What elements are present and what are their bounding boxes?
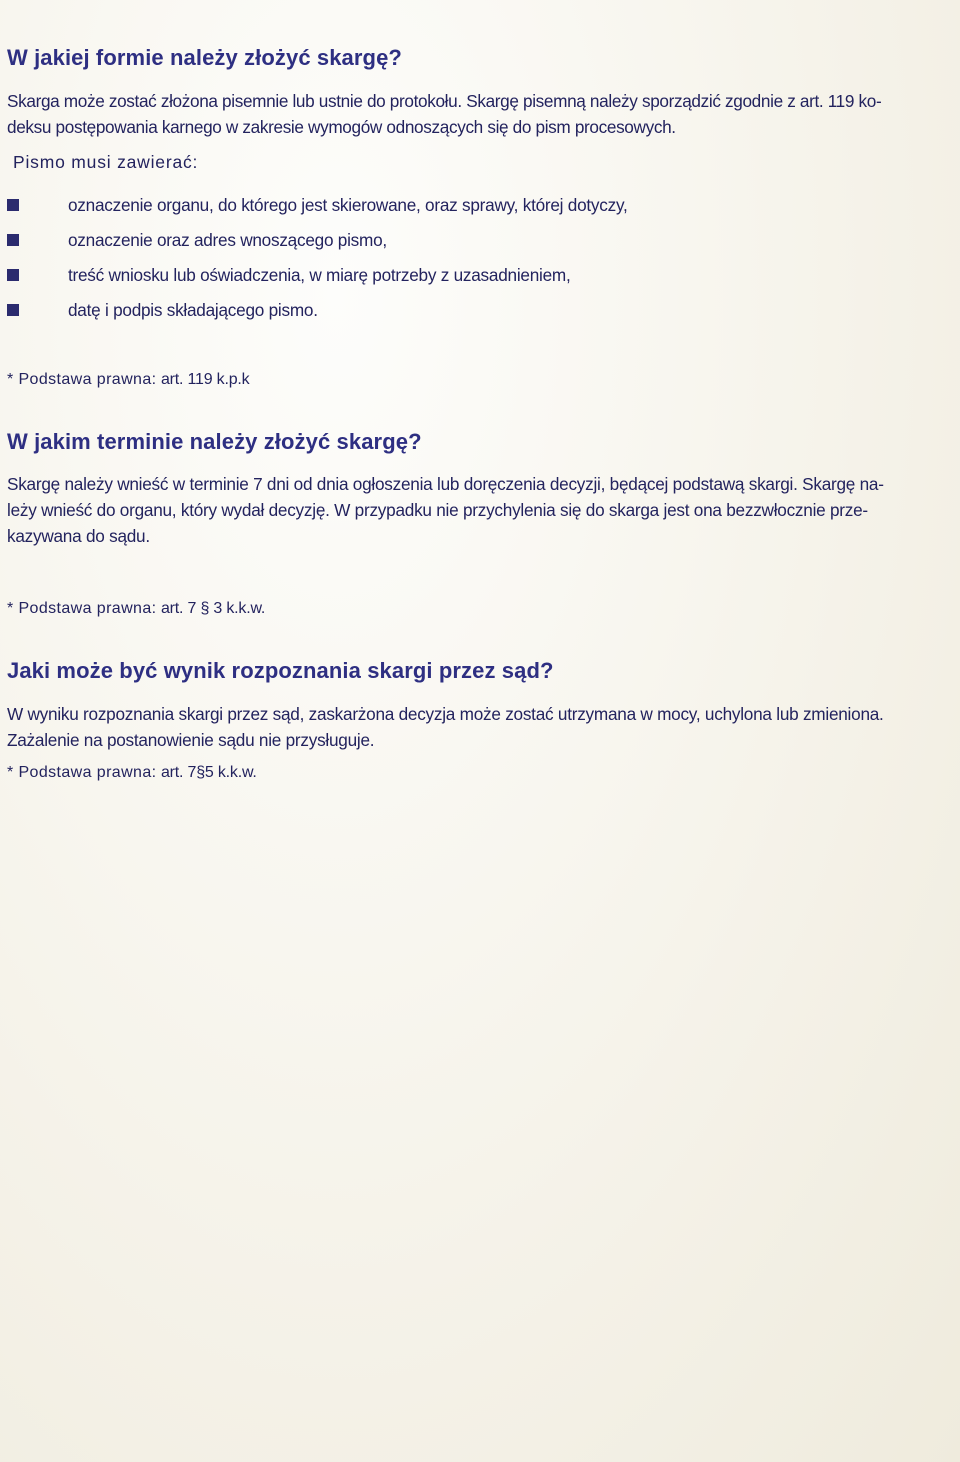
paragraph-line: deksu postępowania karnego w zakresie wymogów odnoszących się do pism procesowych. xyxy=(7,117,676,137)
section-heading-form: W jakiej formie należy złożyć skargę? xyxy=(7,45,402,70)
paragraph-line: kazywana do sądu. xyxy=(7,526,150,546)
paragraph-line: Skarga może zostać złożona pisemnie lub ustnie do protokołu. Skargę pisemną należy sporządzić zgodnie z art. 119 ko- xyxy=(7,91,882,111)
square-bullet-icon xyxy=(7,269,19,281)
legal-basis-label: * Podstawa prawna: xyxy=(7,600,157,617)
paragraph-line: W wyniku rozpoznania skargi przez sąd, zaskarżona decyzja może zostać utrzymana w mocy, uchylona lub zmieniona. xyxy=(7,704,884,724)
legal-basis-ref: art. 7 § 3 k.k.w. xyxy=(160,600,266,617)
section-heading-deadline: W jakim terminie należy złożyć skargę? xyxy=(7,429,422,454)
legal-basis xyxy=(7,371,249,389)
list-item: treść wniosku lub oświadczenia, w miarę potrzeby z uzasadnieniem, xyxy=(0,263,900,298)
list-intro: Pismo musi zawierać: xyxy=(13,152,199,172)
legal-basis xyxy=(7,764,257,782)
square-bullet-icon xyxy=(7,199,19,211)
list-item: oznaczenie organu, do którego jest skierowane, oraz sprawy, której dotyczy, xyxy=(0,193,900,228)
legal-basis-ref: art. 7§5 k.k.w. xyxy=(160,764,257,781)
paragraph-line: Zażalenie na postanowienie sądu nie przysługuje. xyxy=(7,730,375,750)
square-bullet-icon xyxy=(7,304,19,316)
legal-basis-label: * Podstawa prawna: xyxy=(7,371,157,388)
legal-basis xyxy=(7,600,265,618)
section-paragraph-deadline xyxy=(7,471,942,549)
legal-basis-ref: art. 119 k.p.k xyxy=(160,371,250,388)
requirements-list xyxy=(0,193,900,333)
section-paragraph-form xyxy=(7,88,942,140)
section-paragraph-result xyxy=(7,701,942,753)
section-heading-result: Jaki może być wynik rozpoznania skargi przez sąd? xyxy=(7,658,554,683)
legal-basis-label: * Podstawa prawna: xyxy=(7,764,157,781)
list-item: oznaczenie oraz adres wnoszącego pismo, xyxy=(0,228,900,263)
list-item: datę i podpis składającego pismo. xyxy=(0,298,900,333)
paragraph-line: leży wnieść do organu, który wydał decyzję. W przypadku nie przychylenia się do skarga jest ona bezzwłocznie prze- xyxy=(7,500,868,520)
paragraph-line: Skargę należy wnieść w terminie 7 dni od dnia ogłoszenia lub doręczenia decyzji, będącej podstawą skargi. Skargę na- xyxy=(7,474,884,494)
square-bullet-icon xyxy=(7,234,19,246)
